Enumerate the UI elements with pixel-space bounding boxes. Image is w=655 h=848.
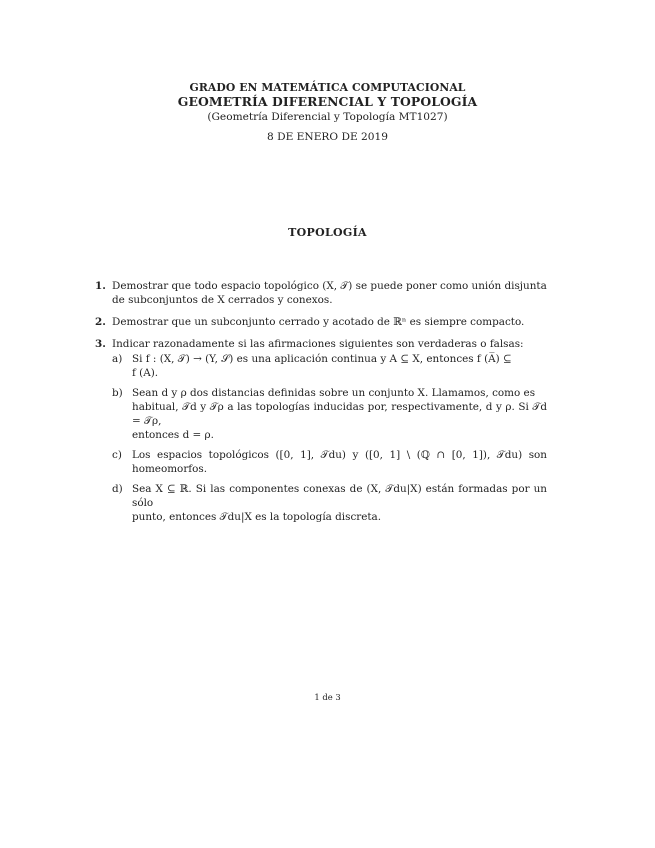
subitem-text-line: habitual, 𝒯d y 𝒯ρ a las topologías inducidas por, respectivamente, d y ρ. Si 𝒯d = 𝒯ρ, [132, 401, 547, 427]
subitem-label: b) [112, 387, 123, 399]
degree-title: GRADO EN MATEMÁTICA COMPUTACIONAL [189, 81, 466, 94]
problem-number: 1. [95, 280, 106, 292]
problem-text-line: Demostrar que todo espacio topológico (X, 𝒯) se puede poner como unión disjunta [112, 280, 547, 292]
subitem-c [112, 448, 547, 476]
subitem-label: d) [112, 483, 123, 495]
section-title: TOPOLOGÍA [288, 226, 367, 239]
subitem-label: c) [112, 449, 122, 461]
problem-3 [95, 337, 547, 524]
subitem-text-line: f (A). [132, 367, 159, 379]
course-code: (Geometría Diferencial y Topología MT1027) [207, 111, 448, 123]
subitem-text-line: entonces d = ρ. [132, 429, 214, 441]
problem-text-line: de subconjuntos de X cerrados y conexos. [112, 294, 333, 306]
problem-2 [95, 315, 547, 329]
problem-1 [95, 279, 547, 307]
subitem-text-line: Los espacios topológicos ([0, 1], 𝒯du) y ([0, 1] \ (ℚ ∩ [0, 1]), 𝒯du) son homeomorfos. [132, 449, 547, 475]
subitem-label: a) [112, 353, 123, 365]
subitem-text-line: Sean d y ρ dos distancias definidas sobre un conjunto X. Llamamos, como es [132, 387, 536, 399]
course-title: GEOMETRÍA DIFERENCIAL Y TOPOLOGÍA [177, 94, 478, 109]
subitem-a [112, 352, 547, 380]
subitem-text-line: punto, entonces 𝒯du|X es la topología discreta. [132, 511, 382, 523]
exam-date: 8 DE ENERO DE 2019 [266, 131, 389, 143]
problem-text-line: Demostrar que un subconjunto cerrado y acotado de ℝⁿ es siempre compacto. [112, 316, 525, 328]
problem-number: 2. [95, 316, 106, 328]
subitem-b [112, 386, 547, 442]
subitem-text-line: Sea X ⊆ ℝ. Si las componentes conexas de (X, 𝒯du|X) están formadas por un sólo [132, 483, 547, 509]
page-number: 1 de 3 [314, 692, 341, 702]
problem-text-line: Indicar razonadamente si las afirmaciones siguientes son verdaderas o falsas: [112, 338, 524, 350]
problem-list [95, 279, 547, 532]
subitem-d [112, 482, 547, 524]
problem-number: 3. [95, 338, 106, 350]
subitem-text-line: Si f : (X, 𝒯) → (Y, 𝒮) es una aplicación continua y A ⊆ X, entonces f (A̅) ⊆ [132, 353, 512, 365]
